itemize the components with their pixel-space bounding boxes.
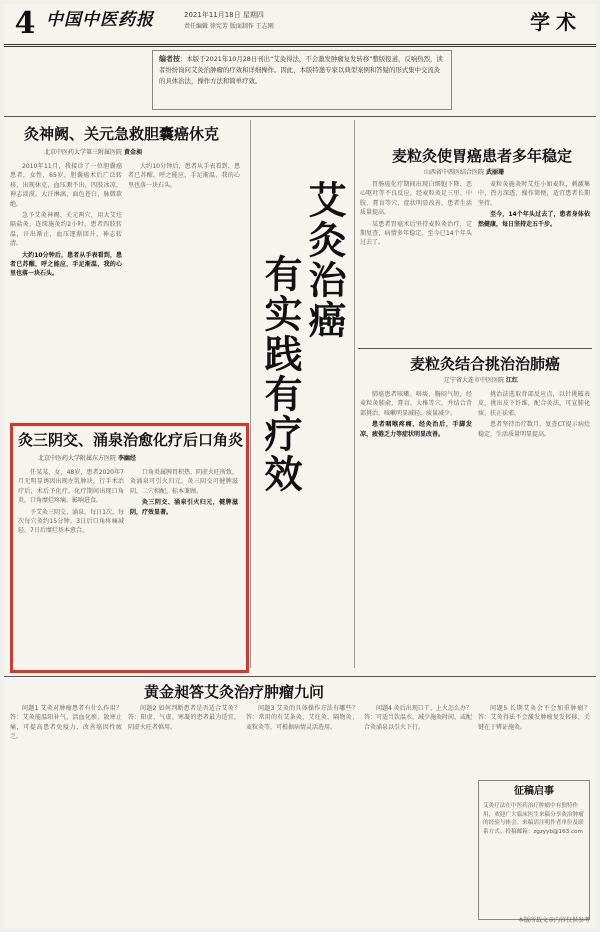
- article-1-col-1: 2010年11月，我接诊了一位胆囊癌患者，女性，65岁，胆囊癌术后广泛转移，出现休克，血压测不出，四肢冰凉，神志淡漠，大汗淋漓，面色苍白，脉微欲绝。 急予艾灸神阙、关元两穴，用大艾炷隔盐灸，连续施灸约2小时，患者四肢转温，汗出渐止，血压逐渐回升，神志转清。 大约10分钟后，患者从手表看到，患者已苏醒，呼之能应，手足渐温，我的心里也落一块石头。: [10, 163, 122, 278]
- vertical-title-line-1: 艾灸治癌: [302, 180, 347, 340]
- article-4-col-1: 肺癌患者咳嗽、咯痰、胸闷气短，经麦粒灸肺俞、膏肓、大椎等穴，并结合背部挑治，咳嗽明显减轻，痰量减少。 患者咽喉疼痛，经灸治后，手脚发凉、疲倦乏力等症状明显改善。: [360, 391, 472, 438]
- vertical-title-line-2: 有实践有疗效: [258, 254, 303, 494]
- article-4-title: 麦粒灸结合挑治治肺癌: [410, 355, 561, 373]
- article-3-col-1: 任某某，女，48岁，患者2020年7月无明显诱因出现左乳肿块，行手术治疗后，术后予化疗。化疗期间出现口角炎，口角糜烂疼痛，影响进食。 予艾灸三阴交、涌泉，每日1次，每次每穴灸约15分钟。3日后口角疼痛减轻，7日后糜烂基本愈合。: [18, 469, 124, 535]
- editors-line: 责任编辑 徐宪芳 版面制作 王志刚: [184, 23, 274, 30]
- article-5-title: 黄金昶答艾灸治疗肿瘤九问: [144, 683, 325, 701]
- page-number: 4: [14, 6, 36, 41]
- article-2-subhead: 至今，14个年头过去了，患者身体依然健康，每日坚持走五千步。: [478, 211, 590, 228]
- article-2-col-1: 胃肠癌化疗期间出现白细胞下降、恶心呕吐等不良反应，经麦粒灸足三里、中脘、膏肓等穴，症状明显改善，患者生活质量提高。 某患者胃癌术后坚持麦粒灸治疗，定期复查，病情多年稳定，至今已14个年头过去了。: [360, 181, 472, 247]
- editor-note: [152, 50, 452, 110]
- article-2-byline: 山西省中西医结合医院 武丽珊: [424, 169, 504, 176]
- article-4-byline: 辽宁省大连市中医医院 江红: [444, 377, 518, 384]
- editor-note-label: 编者按: [159, 55, 180, 63]
- article-5-col-5: 问题5 长期艾灸会不会加重肿瘤？答：艾灸得法不会激发肿瘤复发转移，关键在于辨证施灸。: [478, 705, 590, 731]
- article-5-col-2: 问题2 如何判断患者是否适合艾灸？答：阳虚、气虚、寒凝的患者最为适宜，阴虚火旺者慎用。: [128, 705, 240, 731]
- divider: [4, 116, 596, 117]
- footer-note: 本版所载文章内容仅供参考: [517, 917, 590, 924]
- article-3-title: 灸三阴交、涌泉治愈化疗后口角炎: [18, 431, 244, 449]
- article-1-col-2: 大约10分钟后，患者从手表看到，患者已苏醒，呼之能应，手足渐温，我的心里也落一块石头。: [128, 163, 240, 189]
- masthead: [4, 4, 596, 47]
- call-for-papers-text: 艾灸疗法在中医药治疗肿瘤中有独特作用，欢迎广大临床医生来稿分享灸治肿瘤的经验与体会。来稿请注明作者单位及联系方式。投稿邮箱：zgzyyb@163.com: [483, 803, 584, 835]
- section-title: 学术: [530, 10, 582, 34]
- article-1-title: 灸神阙、关元急救胆囊癌休克: [24, 125, 220, 143]
- paper-name: 中国中医药报: [46, 10, 154, 30]
- article-3-byline: 北京中医药大学附属东方医院 李幽经: [38, 455, 136, 462]
- issue-date: 2021年11月18日 星期四: [184, 11, 264, 19]
- article-5-col-4: 问题4 灸后出现口干、上火怎么办？答：可适当饮温水，减少施灸时间，或配合灸涌泉以引火下行。: [364, 705, 472, 731]
- article-3-col-2: 口角炎属脾胃积热、阴虚火旺所致，灸涌泉可引火归元，灸三阴交可健脾滋阴，二穴相配，标本兼顾。 灸三阴交、涌泉引火归元，健脾滋阴，疗效显著。: [130, 469, 238, 516]
- editor-note-text: ：本版于2021年10月28日刊出“艾灸得法，不会激发肿瘤复发转移”整版报道，反响热烈，读者纷纷询问艾灸治肿瘤的疗效和详细操作。因此，本版特邀专家以典型案例和答疑的形式集中交流灸的具体治法，操作方法和简单疗效。: [159, 55, 443, 85]
- call-for-papers-title: 征稿启事: [514, 786, 554, 797]
- article-5-col-1: 问题1 艾灸对肿瘤患者有什么作用？答：艾灸能温阳补气、活血化瘀、散寒止痛，可提高患者免疫力，改善癌因性疲乏。: [10, 705, 122, 741]
- article-1-byline: 北京中医药大学第三附属医院 黄金昶: [44, 149, 142, 156]
- article-3-subhead: 灸三阴交、涌泉引火归元，健脾滋阴，疗效显著。: [130, 499, 238, 516]
- article-4-col-2: 挑治法选取背部反应点，以针挑破表皮，挑出皮下纤维，配合灸法，可宣肺化痰、扶正祛邪。 患者坚持治疗数月，复查CT提示病灶稳定，生活质量明显提高。: [478, 391, 590, 438]
- article-1-subhead: 大约10分钟后，患者从手表看到，患者已苏醒，呼之能应，手足渐温，我的心里也落一块石头。: [10, 251, 122, 278]
- article-5-col-3: 问题3 艾灸的具体操作方法有哪些？答：常用的有艾条灸、艾炷灸、隔物灸、麦粒灸等，可根据病情灵活选用。: [246, 705, 358, 731]
- article-2-col-2: 麦粒灸施灸时艾炷小如麦粒，刺激集中，热力深透，操作简便，适宜患者长期坚持。 至今，14个年头过去了，患者身体依然健康，每日坚持走五千步。: [478, 181, 590, 228]
- article-2-title: 麦粒灸使胃癌患者多年稳定: [392, 147, 573, 165]
- call-for-papers-box: [478, 780, 590, 920]
- newspaper-page: [4, 4, 596, 928]
- article-4-subhead: 患者咽喉疼痛，经灸治后，手脚发凉、疲倦乏力等症状明显改善。: [360, 421, 472, 438]
